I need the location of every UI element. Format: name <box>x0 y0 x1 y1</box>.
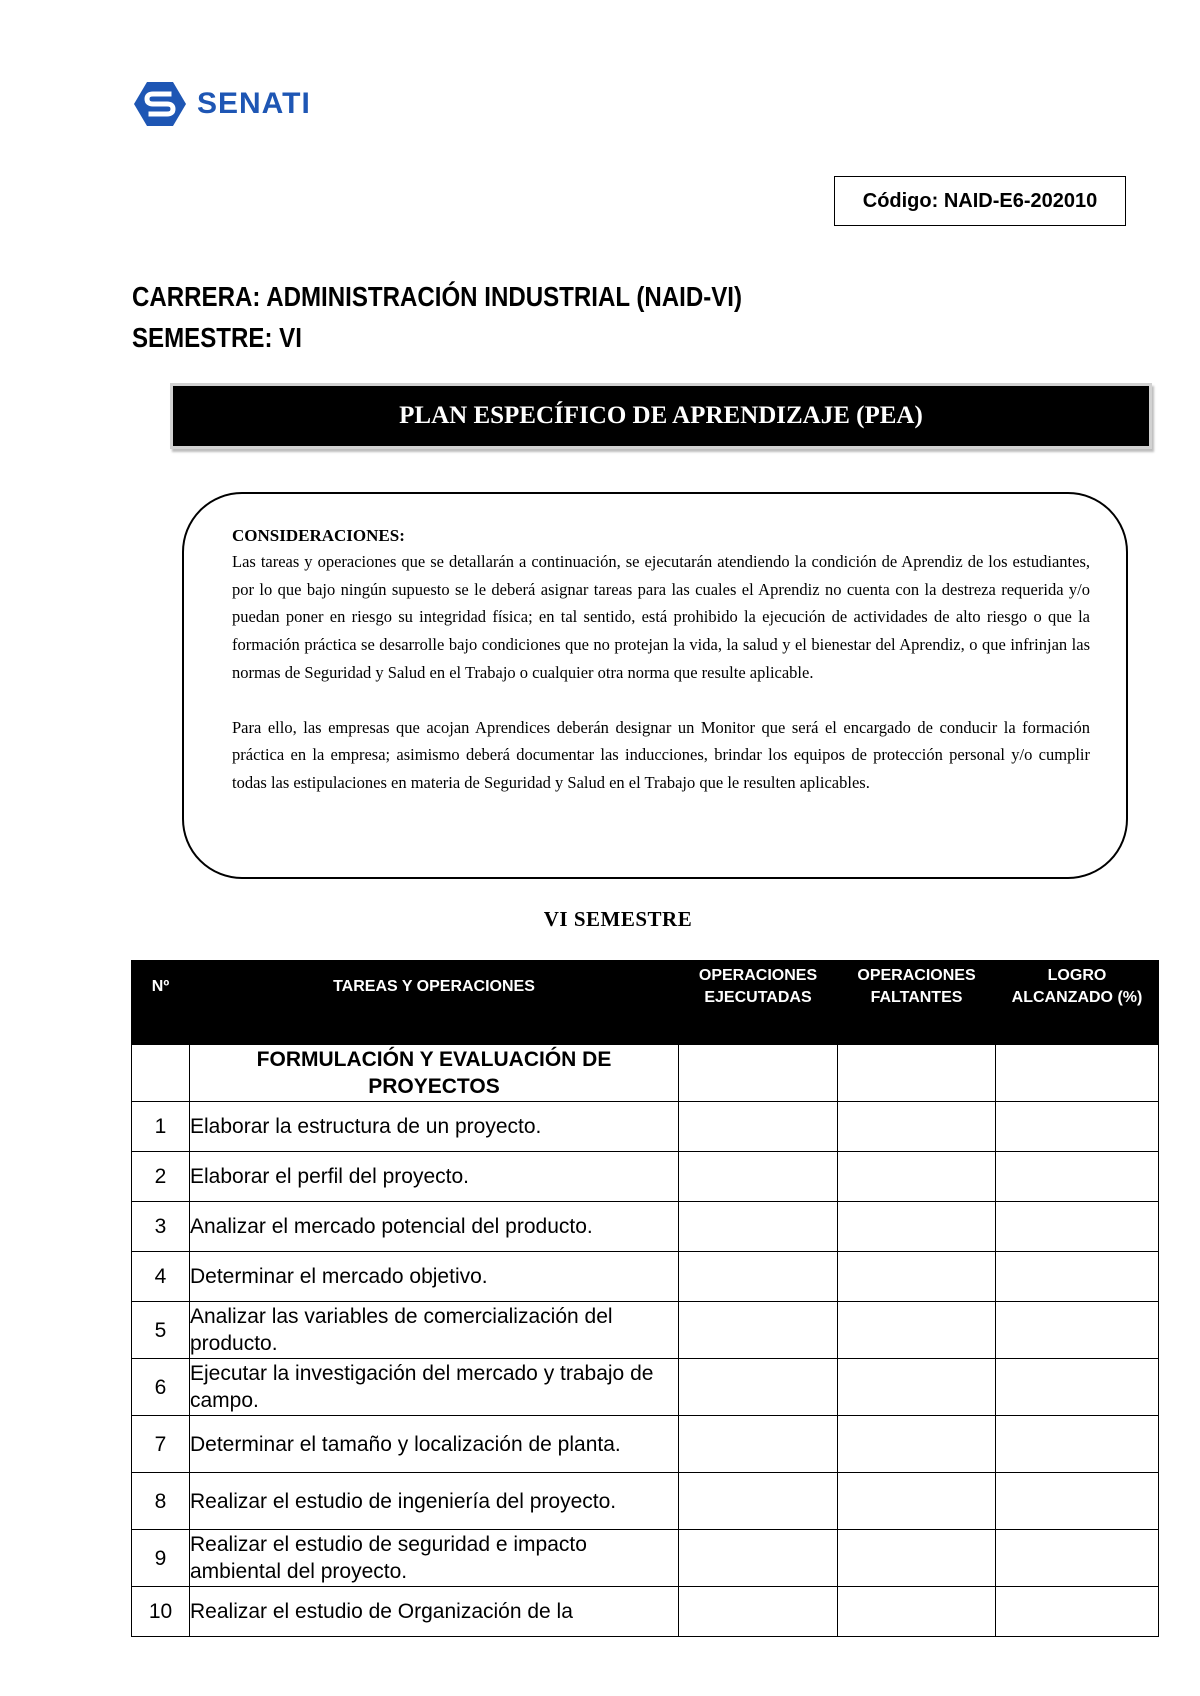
table-row <box>132 1152 1159 1202</box>
cell-missing <box>838 1530 996 1587</box>
cell-missing <box>838 1302 996 1359</box>
cell-executed <box>679 1102 838 1152</box>
table-row <box>132 1359 1159 1416</box>
row-number: 1 <box>132 1102 190 1152</box>
row-number: 5 <box>132 1302 190 1359</box>
cell-missing <box>838 1102 996 1152</box>
table-row <box>132 1102 1159 1152</box>
header-executed: OPERACIONES EJECUTADAS <box>679 961 838 1045</box>
row-number: 4 <box>132 1252 190 1302</box>
section-title: FORMULACIÓN Y EVALUACIÓN DE PROYECTOS <box>190 1045 679 1102</box>
table-row <box>132 1302 1159 1359</box>
row-task: Realizar el estudio de seguridad e impacto ambiental del proyecto. <box>190 1530 679 1587</box>
row-number: 6 <box>132 1359 190 1416</box>
cell-missing <box>838 1473 996 1530</box>
logo-text: SENATI <box>197 87 311 120</box>
cell-executed <box>679 1473 838 1530</box>
semester-heading: SEMESTRE: VI <box>132 322 302 353</box>
cell-missing <box>838 1252 996 1302</box>
considerations-box <box>182 492 1128 879</box>
cell-achieved <box>996 1416 1159 1473</box>
cell-achieved <box>996 1530 1159 1587</box>
row-number: 2 <box>132 1152 190 1202</box>
cell-missing <box>838 1152 996 1202</box>
document-code: Código: NAID-E6-202010 <box>834 176 1126 226</box>
cell-achieved <box>996 1152 1159 1202</box>
cell-executed <box>679 1202 838 1252</box>
row-number: 10 <box>132 1587 190 1637</box>
cell-executed <box>679 1302 838 1359</box>
row-number: 7 <box>132 1416 190 1473</box>
cell-executed <box>679 1416 838 1473</box>
cell-achieved <box>996 1587 1159 1637</box>
senati-logo-icon <box>133 80 187 128</box>
row-task: Determinar el tamaño y localización de planta. <box>190 1416 679 1473</box>
cell-missing <box>838 1587 996 1637</box>
cell-achieved <box>996 1102 1159 1152</box>
cell-achieved <box>996 1252 1159 1302</box>
career-heading: CARRERA: ADMINISTRACIÓN INDUSTRIAL (NAID-VI) <box>132 281 742 312</box>
cell-missing <box>838 1416 996 1473</box>
table-header-row <box>132 961 1159 1045</box>
header-tasks: TAREAS Y OPERACIONES <box>190 961 679 1045</box>
cell-missing <box>838 1359 996 1416</box>
considerations-title: CONSIDERACIONES: <box>232 526 405 545</box>
cell-executed <box>679 1152 838 1202</box>
row-task: Elaborar la estructura de un proyecto. <box>190 1102 679 1152</box>
senati-logo <box>133 80 311 128</box>
table-row <box>132 1202 1159 1252</box>
cell-executed <box>679 1252 838 1302</box>
row-task: Ejecutar la investigación del mercado y trabajo de campo. <box>190 1359 679 1416</box>
table-row <box>132 1252 1159 1302</box>
header-number: Nº <box>132 961 190 1045</box>
semester-title: VI SEMESTRE <box>543 907 693 931</box>
row-task: Analizar las variables de comercialización del producto. <box>190 1302 679 1359</box>
cell-achieved <box>996 1359 1159 1416</box>
header-achieved: LOGRO ALCANZADO (%) <box>996 961 1159 1045</box>
cell-executed <box>679 1530 838 1587</box>
cell-achieved <box>996 1302 1159 1359</box>
table-row <box>132 1530 1159 1587</box>
row-number: 9 <box>132 1530 190 1587</box>
cell-achieved <box>996 1473 1159 1530</box>
plan-title-banner: PLAN ESPECÍFICO DE APRENDIZAJE (PEA) <box>170 383 1152 449</box>
row-task: Realizar el estudio de ingeniería del proyecto. <box>190 1473 679 1530</box>
considerations-paragraph-1: Las tareas y operaciones que se detallarán a continuación, se ejecutarán atendiendo la condición de Aprendiz de los estudiantes, por lo que bajo ningún supuesto se le deberá asignar tareas para las cuales el Aprendiz no cuenta con la destreza requerida y/o puedan poner en riesgo su integridad física; en tal sentido, está prohibido la ejecución de actividades de alto riesgo o que la formación práctica se desarrolle bajo condiciones que no protejan la vida, la salud y el bienestar del Aprendiz, o que infrinjan las normas de Seguridad y Salud en el Trabajo o cualquier otra norma que resulte aplicable. <box>232 552 1090 682</box>
tasks-table <box>131 960 1159 1637</box>
row-task: Realizar el estudio de Organización de la <box>190 1587 679 1637</box>
row-task: Determinar el mercado objetivo. <box>190 1252 679 1302</box>
cell-missing <box>838 1202 996 1252</box>
table-row <box>132 1587 1159 1637</box>
section-row <box>132 1045 1159 1102</box>
row-task: Elaborar el perfil del proyecto. <box>190 1152 679 1202</box>
header-missing: OPERACIONES FALTANTES <box>838 961 996 1045</box>
row-number: 3 <box>132 1202 190 1252</box>
cell-executed <box>679 1359 838 1416</box>
cell-achieved <box>996 1202 1159 1252</box>
cell-executed <box>679 1587 838 1637</box>
row-task: Analizar el mercado potencial del producto. <box>190 1202 679 1252</box>
row-number: 8 <box>132 1473 190 1530</box>
considerations-paragraph-2: Para ello, las empresas que acojan Aprendices deberán designar un Monitor que será el encargado de conducir la formación práctica en la empresa; asimismo deberá documentar las inducciones, brindar los equipos de protección personal y/o cumplir todas las estipulaciones en materia de Seguridad y Salud en el Trabajo que le resulten aplicables. <box>232 717 1090 792</box>
table-row <box>132 1416 1159 1473</box>
table-row <box>132 1473 1159 1530</box>
